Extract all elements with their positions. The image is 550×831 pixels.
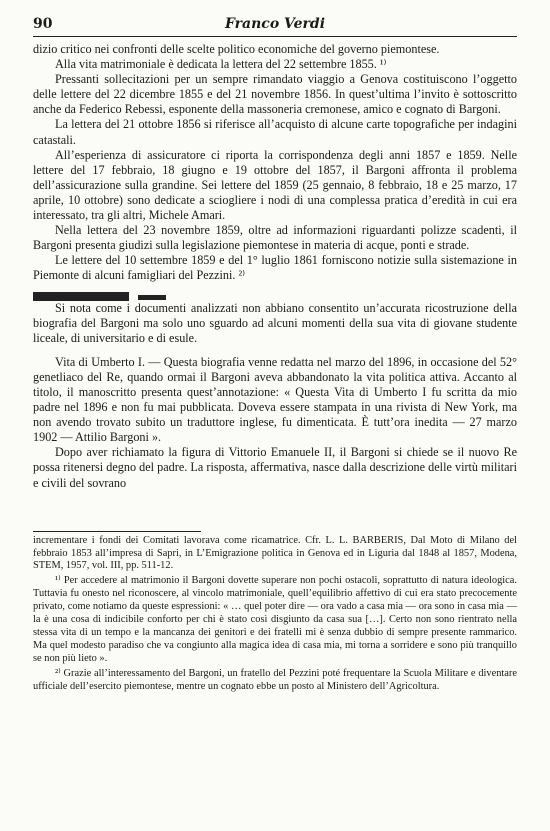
redacted-word [33, 292, 129, 301]
paragraph: Si nota come i documenti analizzati non abbiano consentito un’accurata ricostruzione della biografia del Bargoni ma solo uno sguardo ad alcuni momenti della sua vita di giovane studente liceale, di universitario e di esule. [33, 300, 517, 345]
running-head: Franco Verdi [224, 16, 326, 32]
paragraph: Vita di Umberto I. — Questa biografia venne redatta nel marzo del 1896, in occasione del 52° genetliaco del Re, quando ormai il Bargoni aveva abbandonato la vita politica attiva. Accanto al titolo, il manoscritto presenta quest’annotazione: « Questa Vita di Umberto I fu scritta da mio padre nel 1896 e non fu mai pubblicata. Doveva essere stampata in una rivista di New York, ma non avendo trovato subito un traduttore inglese, fu dimenticata. È tutt’ora inedita — 27 marzo 1902 — Attilio Bargoni ». [33, 354, 517, 445]
paragraph: All’esperienza di assicuratore ci riporta la corrispondenza degli anni 1857 e 1859. Nelle lettere del 17 febbraio, 18 giugno e 19 ottobre del 1857, il Bargoni affronta il problema dell’assicurazione sulla grandine. Sei lettere del 1859 (25 gennaio, 8 febbraio, 18 e 25 marzo, 17 aprile, 10 ottobre) sono dedicate a sciogliere i nodi di una complessa pratica d’eredità in cui era interessato, tra gli altri, Michele Amari. [33, 147, 517, 223]
footnote: ²⁾ Grazie all’interessamento del Bargoni, un fratello del Pezzini poté frequentare la Scuola Militare e diventare ufficiale dell’esercito piemontese, mentre un cognato ebbe un posto al Ministero dell’Agricoltura. [33, 667, 517, 692]
paragraph: Alla vita matrimoniale è dedicata la lettera del 22 settembre 1855. ¹⁾ [55, 57, 387, 72]
footnotes [33, 535, 517, 694]
paragraph: Pressanti sollecitazioni per un sempre rimandato viaggio a Genova costituiscono l’oggetto delle lettere del 22 dicembre 1855 e del 21 novembre 1856. In quest’ultima l’invito è sottoscritto anche da Federico Rebessi, esponente della massoneria cremonese, amico e cognato di Bargoni. [33, 72, 517, 117]
redaction-bar [33, 285, 517, 298]
section-spacer [33, 346, 517, 355]
paragraph: dizio critico nei confronti delle scelte politico economiche del governo piemontese. [33, 42, 440, 56]
footnote: ¹⁾ Per accedere al matrimonio il Bargoni dovette superare non pochi ostacoli, soprattutto di natura ideologica. Tuttavia fu onesto nel riconoscere, al vincolo matrimoniale, quell’equilibrio affettivo di cui era stato precocemente privato, come notiamo da queste espressioni: « … quel poter dire — ora vado a casa mia — ora sono in casa mia — la è una cosa di indicibile conforto per chi è stato così disgiunto da casa sua […]. Certo non sono rientrato nella stessa vita di un tempo e la mancanza dei genitori e dei fratelli mi è senza dubbio di sempre presente rammarico. Ma quel modesto paradiso che va congiunto alla magica idea di casa mia, mi torna a sorridere e sono più tranquillo se non più lieto ». [33, 575, 517, 664]
footnote: incrementare i fondi dei Comitati lavorava come ricamatrice. Cfr. L. L. BARBERIS, Dal Moto di Milano del febbraio 1853 all’impresa di Sapri, in L’Emigrazione politica in Genova ed in Liguria dal 1848 al 1857, Modena, STEM, 1957, vol. III, pp. 511-12. [33, 534, 517, 572]
page-header [33, 14, 517, 37]
footnote-rule [33, 531, 201, 532]
page-number: 90 [33, 16, 53, 32]
paragraph: Dopo aver richiamato la figura di Vittorio Emanuele II, il Bargoni si chiede se il nuovo Re possa ritenersi degno del padre. La risposta, affermativa, nasce dalla descrizione delle virtù militari e civili del sovrano [33, 445, 517, 490]
paragraph: Nella lettera del 23 novembre 1859, oltre ad informazioni riguardanti polizze scadenti, il Bargoni presenta giudizi sulla legislazione piemontese in materia di acque, ponti e strade. [33, 223, 517, 253]
paragraph: La lettera del 21 ottobre 1856 si riferisce all’acquisto di alcune carte topografiche per indagini catastali. [33, 117, 517, 147]
body-text [33, 42, 517, 491]
redacted-word [138, 295, 166, 300]
paragraph: Le lettere del 10 settembre 1859 e del 1° luglio 1861 forniscono notizie sulla sistemazione in Piemonte di alcuni famigliari del Pezzini. ²⁾ [33, 253, 517, 283]
